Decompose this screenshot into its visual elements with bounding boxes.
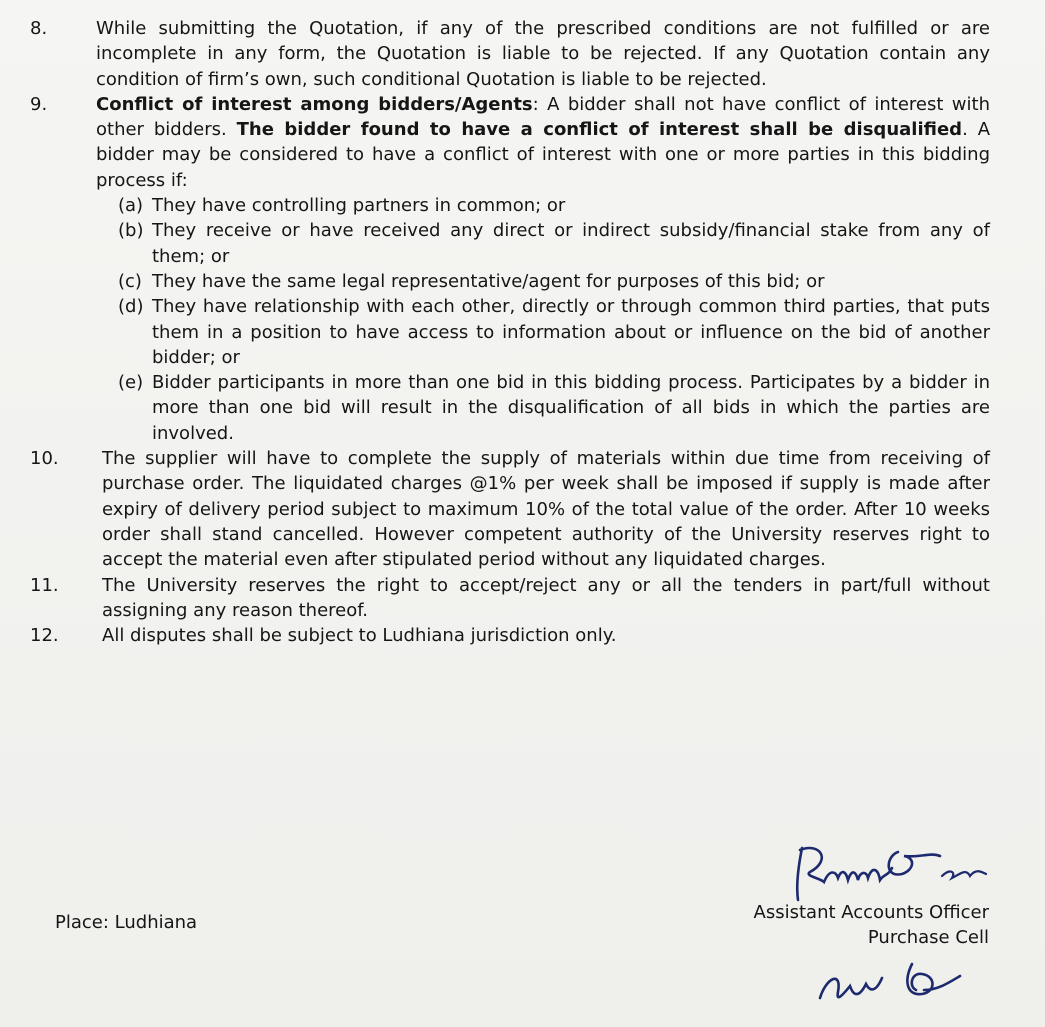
clause-text	[96, 92, 990, 193]
clause-text-bold: The bidder found to have a conflict of interest shall be disqualified	[236, 119, 963, 141]
clause-item	[30, 573, 990, 624]
clause-text	[102, 623, 990, 648]
sub-clause-text: They have relationship with each other, directly or through common third parties, that puts them in a position to have access to information about or influence on the bid of another bidder; or	[152, 296, 990, 368]
signature-block	[754, 900, 989, 950]
sub-clause-item	[118, 269, 990, 294]
clause-text-run: . A bidder may be considered to have a conflict of interest with one or more parties in this bidding process if:	[96, 119, 991, 191]
clause-text-run: While submitting the Quotation, if any of the prescribed conditions are not fulfilled or are incomplete in any form, the Quotation is liable to be rejected. If any Quotation contain any condition of firm’s own, such conditional Quotation is liable to be rejected.	[96, 18, 990, 90]
sub-clause-label: (e)	[118, 372, 144, 394]
clause-number: 12.	[30, 625, 59, 647]
sub-clause-item	[118, 193, 990, 218]
clause-text-run: All disputes shall be subject to Ludhiana jurisdiction only.	[102, 625, 617, 647]
clause-item	[30, 623, 990, 648]
clause-number: 11.	[30, 574, 59, 596]
clause-item	[30, 16, 990, 92]
clause-text-bold: Conflict of interest among bidders/Agents	[96, 93, 533, 115]
initials-signature-icon	[812, 956, 982, 1016]
clause-text-run: The supplier will have to complete the supply of materials within due time from receiving of purchase order. The liquidated charges @1% per week shall be imposed if supply is made after expiry of delivery period subject to maximum 10% of the total value of the order. After 10 weeks order shall stand cancelled. However competent authority of the University reserves right to accept the material even after stipulated period without any liquidated charges.	[102, 448, 990, 571]
sub-clause-text: They have controlling partners in common; or	[152, 195, 566, 217]
clause-text	[96, 16, 990, 92]
clause-text-run: The University reserves the right to accept/reject any or all the tenders in part/full without assigning any reason thereof.	[102, 574, 990, 621]
clause-item	[30, 446, 990, 572]
document-body	[30, 16, 990, 648]
signatory-title: Assistant Accounts Officer	[753, 902, 989, 923]
clause-number: 8.	[30, 18, 48, 39]
sub-clause-label: (d)	[118, 296, 144, 318]
clause-number: 10.	[30, 448, 59, 470]
signatory-department: Purchase Cell	[867, 927, 989, 948]
sub-clause-item	[118, 370, 990, 446]
clause-text-run: : A bidder shall not have conflict of interest with other bidders.	[96, 93, 990, 141]
sub-clause-text: They have the same legal representative/agent for purposes of this bid; or	[152, 270, 825, 292]
sub-clause-label: (c)	[118, 270, 142, 292]
clause-number: 9.	[30, 93, 48, 115]
sub-clause-label: (b)	[118, 220, 144, 242]
sub-clause-item	[118, 218, 990, 269]
clause-text	[102, 446, 990, 572]
sub-clause-item	[118, 294, 990, 370]
sub-clause-text: Bidder participants in more than one bid in this bidding process. Participates by a bidder in more than one bid will result in the disqualification of all bids in which the parties are involved.	[152, 372, 990, 444]
clause-item	[30, 92, 990, 193]
clause-text	[102, 573, 990, 624]
sub-clause-text: They receive or have received any direct or indirect subsidy/financial stake from any of them; or	[152, 220, 990, 267]
sub-clause-label: (a)	[118, 195, 144, 217]
place-line: Place: Ludhiana	[55, 912, 198, 933]
